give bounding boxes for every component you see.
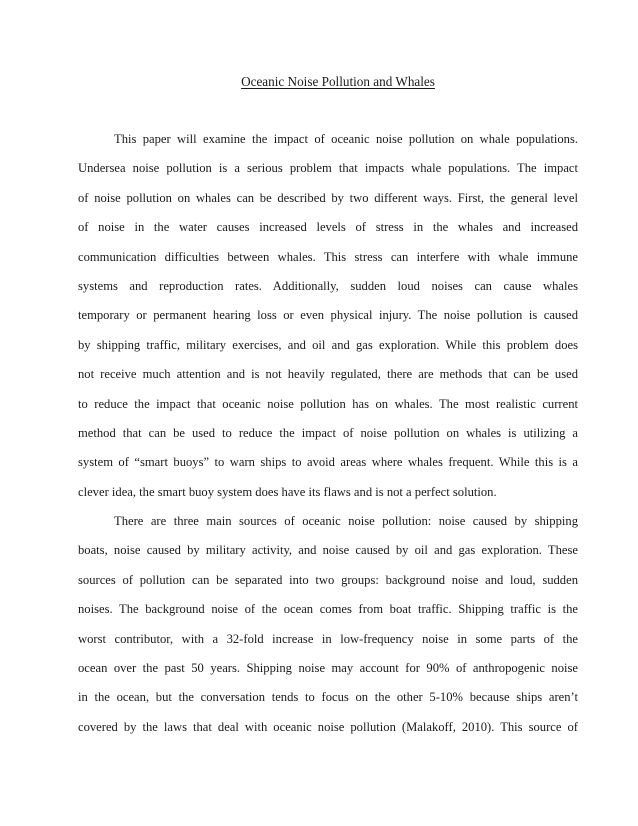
- text-line: covered by the laws that deal with oceanic noise pollution (Malakoff, 2010). This source of: [78, 719, 578, 734]
- document-title: Oceanic Noise Pollution and Whales: [241, 74, 435, 89]
- text-line: ocean over the past 50 years. Shipping noise may account for 90% of anthropogenic noise: [78, 661, 578, 676]
- paragraph-1: [78, 130, 578, 512]
- text-line: sources of pollution can be separated into two groups: background noise and loud, sudden: [78, 572, 578, 587]
- text-line: worst contributor, with a 32-fold increase in low-frequency noise in some parts of the: [78, 631, 578, 646]
- text-line: This paper will examine the impact of oceanic noise pollution on whale populations.: [114, 132, 578, 146]
- text-line: method that can be used to reduce the impact of noise pollution on whales is utilizing a: [78, 425, 578, 440]
- text-line: Undersea noise pollution is a serious problem that impacts whale populations. The impact: [78, 161, 578, 176]
- text-line: clever idea, the smart buoy system does have its flaws and is not a perfect solution.: [78, 484, 497, 499]
- text-line: noises. The background noise of the ocean comes from boat traffic. Shipping traffic is the: [78, 602, 578, 617]
- text-line: communication difficulties between whales. This stress can interfere with whale immune: [78, 249, 578, 264]
- text-line: temporary or permanent hearing loss or even physical injury. The noise pollution is caused: [78, 308, 578, 323]
- text-line: of noise pollution on whales can be described by two different ways. First, the general level: [78, 190, 578, 205]
- text-line: There are three main sources of oceanic noise pollution: noise caused by shipping: [114, 514, 578, 529]
- text-line: to reduce the impact that oceanic noise pollution has on whales. The most realistic current: [78, 396, 578, 411]
- paragraph-2: [78, 512, 578, 747]
- document-body: [78, 130, 578, 747]
- text-line: not receive much attention and is not heavily regulated, there are methods that can be used: [78, 367, 578, 382]
- text-line: boats, noise caused by military activity, and noise caused by oil and gas exploration. These: [78, 543, 578, 558]
- text-line: by shipping traffic, military exercises, and oil and gas exploration. While this problem does: [78, 337, 578, 352]
- text-line: of noise in the water causes increased levels of stress in the whales and increased: [78, 220, 578, 235]
- text-line: systems and reproduction rates. Additionally, sudden loud noises can cause whales: [78, 278, 578, 293]
- text-line: system of “smart buoys” to warn ships to avoid areas where whales frequent. While this is a: [78, 455, 578, 470]
- text-line: in the ocean, but the conversation tends to focus on the other 5-10% because ships aren’t: [78, 690, 578, 705]
